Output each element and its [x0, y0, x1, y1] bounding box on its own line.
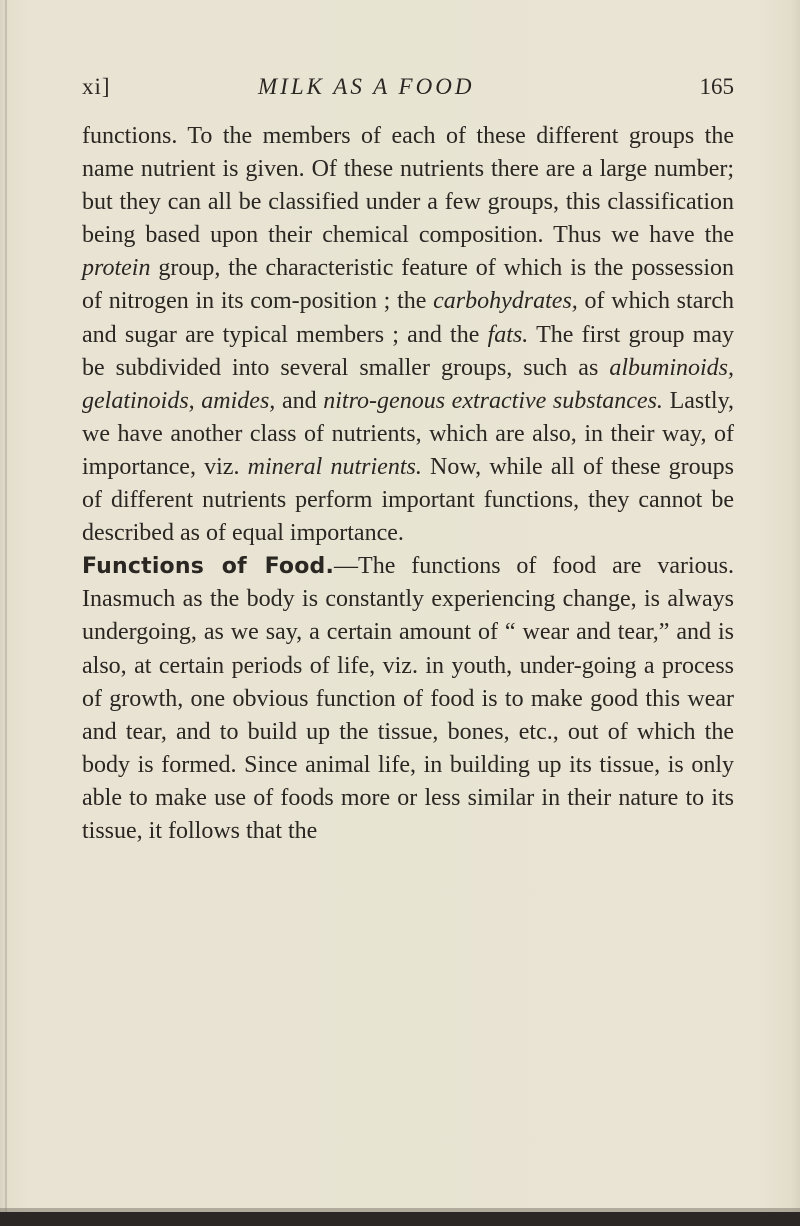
body-text — [82, 120, 734, 848]
term-mineral-nutrients: mineral nutrients. — [247, 453, 422, 480]
text-run: Lastly, we have another class of nutrients, which are also, in their way, of importance, viz. — [82, 387, 735, 480]
page-number: 165 — [699, 74, 734, 99]
text-run: and — [275, 387, 324, 414]
running-title: MILK AS A FOOD — [258, 74, 475, 99]
text-run: Now, while all of these groups of different nutrients perform important functions, they cannot be described as of equal importance. — [82, 453, 734, 547]
paragraph-nutrients — [82, 120, 734, 550]
page-gutter-shadow — [5, 0, 7, 1226]
term-subgroups: albuminoids, gelatinoids, amides, — [82, 354, 734, 414]
paragraph-functions-of-food — [82, 550, 734, 848]
section-heading: Functions of Food. — [82, 554, 335, 580]
text-run: of which starch and sugar are typical members ; and the — [82, 288, 734, 348]
text-run: The first group may be subdivided into several smaller groups, such as — [82, 321, 734, 381]
term-carbohydrates: carbohydrates, — [433, 288, 578, 315]
term-fats: fats. — [487, 321, 529, 348]
term-nitrogenous-extractives: nitro-genous extractive substances. — [323, 387, 663, 414]
chapter-marker: xi] — [82, 74, 111, 99]
running-head — [82, 74, 734, 106]
page-bottom-edge — [0, 1212, 800, 1226]
text-run: —The functions of food are various. Inasmuch as the body is constantly experiencing change, is always undergoing, as we say, a certain amount of “ wear and tear,” and is also, at certain periods of life, viz. in youth, under-going a process of growth, one obvious function of food is to make good this wear and tear, and to build up the tissue, bones, etc., out of which the body is formed. Since animal life, in building up its tissue, is only able to make use of foods more or less similar in their nature to its tissue, it follows that the — [82, 553, 734, 844]
text-run: functions. To the members of each of these different groups the name nutrient is given. Of these nutrients there are a large number; but they can all be classified under a few groups, this classification being based upon their chemical composition. Thus we have the — [82, 123, 734, 249]
text-run: group, the characteristic feature of which is the possession of nitrogen in its com-position ; the — [82, 255, 734, 315]
term-protein: protein — [82, 255, 151, 282]
